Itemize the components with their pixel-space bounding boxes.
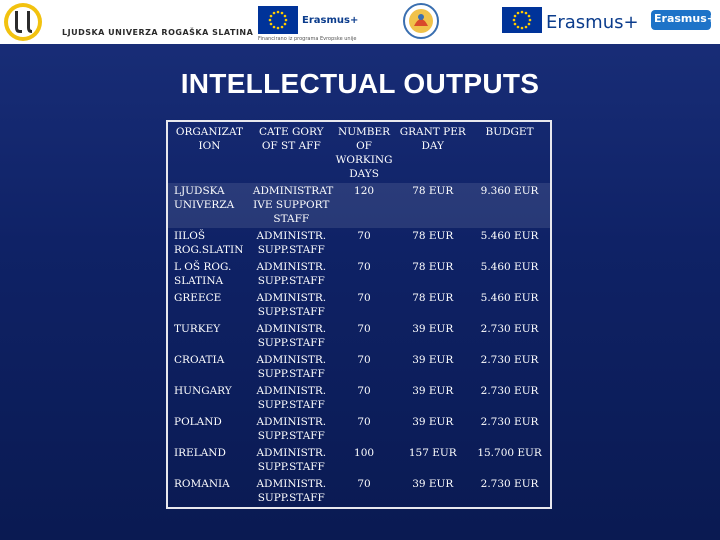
column-header-grant: GRANT PER DAY — [399, 126, 466, 152]
page-title: INTELLECTUAL OUTPUTS — [180, 68, 540, 99]
grant-cell: 39 EUR — [412, 354, 454, 366]
budget-cell: 2.730 EUR — [480, 323, 539, 335]
grant-cell: 39 EUR — [412, 385, 454, 397]
grant-cell: 39 EUR — [412, 416, 454, 428]
grant-cell: 39 EUR — [412, 478, 454, 490]
category-cell: ADMINISTR. SUPP.STAFF — [256, 478, 327, 504]
budget-table-frame — [166, 120, 552, 509]
organization-cell: TURKEY — [174, 323, 221, 335]
organization-cell: CROATIA — [174, 354, 225, 366]
table-row — [168, 414, 550, 445]
table-row — [168, 476, 550, 507]
budget-cell: 2.730 EUR — [480, 354, 539, 366]
budget-cell: 2.730 EUR — [480, 478, 539, 490]
table-row — [168, 183, 550, 228]
working-days-cell: 70 — [357, 292, 371, 304]
column-header-organization: ORGANIZAT ION — [175, 126, 243, 152]
erasmus-wordmark-large: Erasmus+ — [546, 12, 639, 33]
erasmus-wordmark-small: Erasmus+ — [302, 15, 359, 26]
budget-cell: 2.730 EUR — [480, 385, 539, 397]
partner-school-logo-icon — [403, 2, 439, 40]
univerza-logo-icon — [3, 2, 43, 42]
category-cell: ADMINISTR. SUPP.STAFF — [256, 447, 327, 473]
eu-flag-icon — [258, 6, 298, 34]
category-cell: ADMINISTR. SUPP.STAFF — [256, 230, 327, 256]
university-name: LJUDSKA UNIVERZA ROGAŠKA SLATINA — [62, 28, 254, 37]
category-cell: ADMINISTR. SUPP.STAFF — [256, 261, 327, 287]
eu-flag-icon-large — [502, 7, 542, 33]
organization-cell: L OŠ ROG. SLATINA — [174, 261, 232, 287]
budget-table — [168, 122, 550, 507]
organization-cell: ROMANIA — [174, 478, 230, 490]
table-row — [168, 290, 550, 321]
grant-cell: 78 EUR — [412, 261, 454, 273]
organization-cell: IRELAND — [174, 447, 226, 459]
organization-cell: IILOŠ ROG.SLATIN — [174, 230, 244, 256]
grant-cell: 78 EUR — [412, 230, 454, 242]
working-days-cell: 70 — [357, 230, 371, 242]
grant-cell: 157 EUR — [408, 447, 457, 459]
grant-cell: 39 EUR — [412, 323, 454, 335]
category-cell: ADMINISTR. SUPP.STAFF — [256, 292, 327, 318]
grant-cell: 78 EUR — [412, 185, 454, 197]
budget-cell: 5.460 EUR — [480, 230, 539, 242]
category-cell: ADMINISTR. SUPP.STAFF — [256, 323, 327, 349]
budget-cell: 5.460 EUR — [480, 292, 539, 304]
funding-note: Financirano iz programa Evropske unije — [258, 36, 357, 42]
table-row — [168, 352, 550, 383]
organization-cell: LJUDSKA UNIVERZA — [174, 185, 235, 211]
category-cell: ADMINISTR. SUPP.STAFF — [256, 385, 327, 411]
table-row — [168, 259, 550, 290]
working-days-cell: 70 — [357, 416, 371, 428]
column-header-working-days: NUMBER OF WORKING DAYS — [335, 126, 393, 180]
table-row — [168, 228, 550, 259]
category-cell: ADMINISTR. SUPP.STAFF — [256, 416, 327, 442]
grant-cell: 78 EUR — [412, 292, 454, 304]
table-header-row — [168, 122, 550, 183]
table-row — [168, 321, 550, 352]
budget-cell: 2.730 EUR — [480, 416, 539, 428]
organization-cell: POLAND — [174, 416, 222, 428]
column-header-budget: BUDGET — [485, 126, 534, 138]
working-days-cell: 120 — [354, 185, 375, 197]
table-row — [168, 445, 550, 476]
budget-cell: 15.700 EUR — [477, 447, 542, 459]
working-days-cell: 70 — [357, 385, 371, 397]
organization-cell: GREECE — [174, 292, 222, 304]
budget-cell: 9.360 EUR — [480, 185, 539, 197]
working-days-cell: 70 — [357, 261, 371, 273]
erasmus-badge-text: Erasmus+ — [654, 12, 716, 25]
logo-band — [0, 0, 720, 44]
working-days-cell: 70 — [357, 323, 371, 335]
table-row — [168, 383, 550, 414]
category-cell: ADMINISTR. SUPP.STAFF — [256, 354, 327, 380]
organization-cell: HUNGARY — [174, 385, 232, 397]
column-header-category: CATE GORY OF ST AFF — [259, 126, 324, 152]
working-days-cell: 100 — [354, 447, 375, 459]
category-cell: ADMINISTRAT IVE SUPPORT STAFF — [252, 185, 334, 225]
working-days-cell: 70 — [357, 478, 371, 490]
budget-cell: 5.460 EUR — [480, 261, 539, 273]
working-days-cell: 70 — [357, 354, 371, 366]
